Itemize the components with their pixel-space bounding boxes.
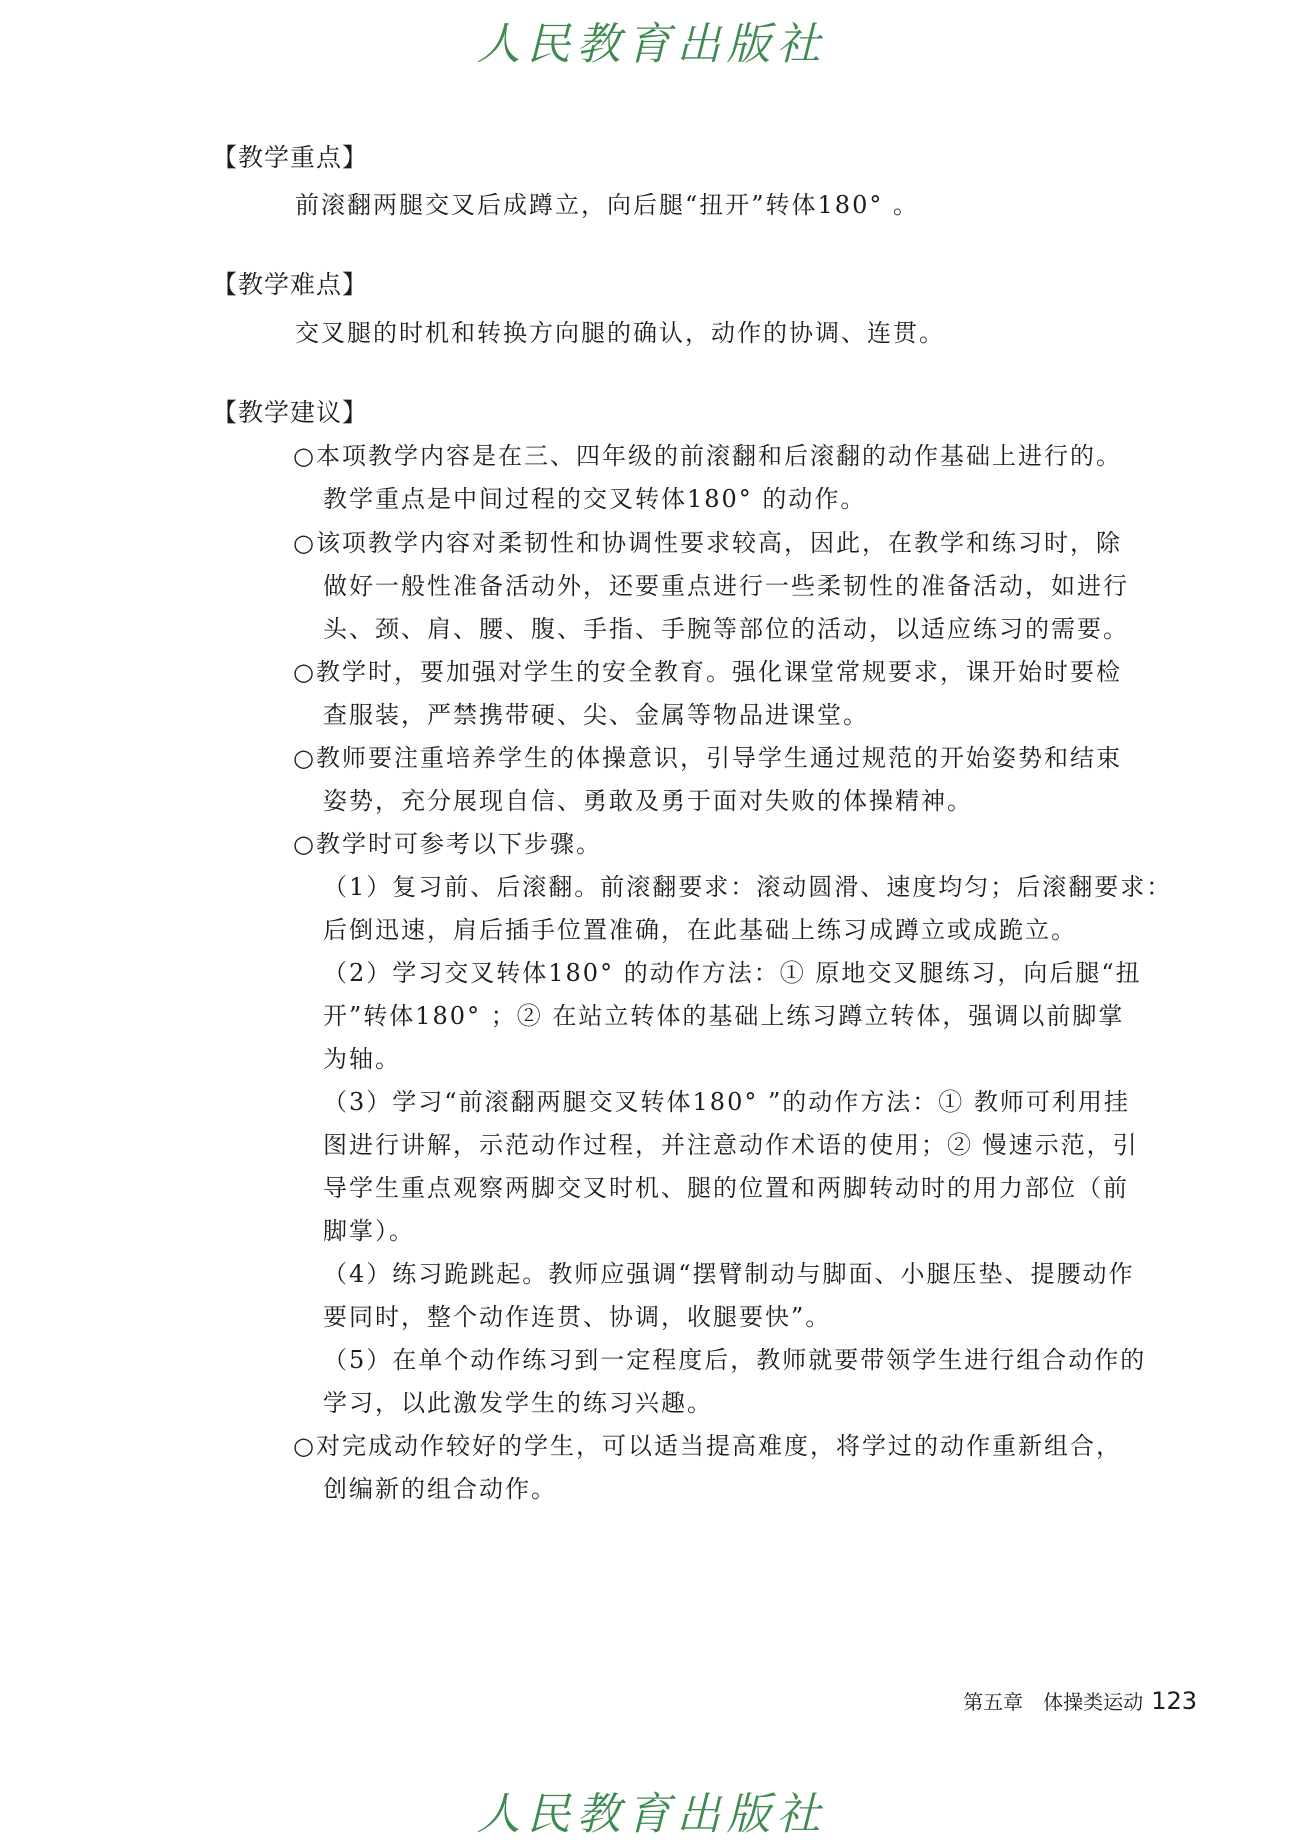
- item-line: 教学重点是中间过程的交叉转体180° 的动作。: [323, 485, 867, 513]
- item-line: ○教学时，要加强对学生的安全教育。强化课堂常规要求，课开始时要检: [293, 658, 1122, 686]
- step-item: [323, 1081, 1197, 1253]
- step-line: （5）在单个动作练习到一定程度后，教师就要带领学生进行组合动作的: [323, 1346, 1147, 1374]
- suggestion-item: [293, 435, 1197, 521]
- difficulties-heading: 【教学难点】: [212, 270, 369, 299]
- item-line: ○本项教学内容是在三、四年级的前滚翻和后滚翻的动作基础上进行的。: [293, 442, 1122, 470]
- suggestion-item: [293, 823, 1197, 866]
- item-line: ○对完成动作较好的学生，可以适当提高难度，将学过的动作重新组合，: [293, 1432, 1122, 1460]
- chapter-title: 第五章 体操类运动: [963, 1690, 1144, 1714]
- step-line: 导学生重点观察两脚交叉时机、腿的位置和两脚转动时的用力部位（前: [323, 1174, 1129, 1202]
- publisher-logo-header: 人民教育出版社: [476, 19, 827, 70]
- step-line: 脚掌）。: [323, 1217, 415, 1245]
- page-footer: [963, 1686, 1197, 1715]
- step-line: 为轴。: [323, 1045, 401, 1073]
- step-line: （1）复习前、后滚翻。前滚翻要求：滚动圆滑、速度均匀；后滚翻要求：: [323, 873, 1173, 901]
- step-line: 学习，以此激发学生的练习兴趣。: [323, 1389, 713, 1417]
- step-line: 后倒迅速，肩后插手位置准确，在此基础上练习成蹲立或成跪立。: [323, 916, 1077, 944]
- suggestions-heading: 【教学建议】: [212, 398, 369, 427]
- page-number: 123: [1151, 1687, 1197, 1715]
- step-line: 要同时，整个动作连贯、协调，收腿要快”。: [323, 1303, 832, 1331]
- item-line: ○教师要注重培养学生的体操意识，引导学生通过规范的开始姿势和结束: [293, 744, 1122, 772]
- suggestion-item: [293, 651, 1197, 737]
- key-points-heading: 【教学重点】: [212, 143, 369, 172]
- item-line: 头、颈、肩、腰、腹、手指、手腕等部位的活动，以适应练习的需要。: [323, 615, 1129, 643]
- suggestion-item: [293, 522, 1197, 651]
- step-line: （2）学习交叉转体180° 的动作方法：① 原地交叉腿练习，向后腿“扭: [323, 959, 1142, 987]
- step-line: 图进行讲解，示范动作过程，并注意动作术语的使用；② 慢速示范，引: [323, 1131, 1139, 1159]
- item-line: 做好一般性准备活动外，还要重点进行一些柔韧性的准备活动，如进行: [323, 572, 1129, 600]
- step-line: （3）学习“前滚翻两腿交叉转体180° ”的动作方法：① 教师可利用挂: [323, 1088, 1130, 1116]
- suggestion-item: [293, 1425, 1197, 1511]
- step-line: 开”转体180° ；② 在站立转体的基础上练习蹲立转体，强调以前脚掌: [323, 1002, 1125, 1030]
- step-item: [323, 952, 1197, 1081]
- key-points-text: 前滚翻两腿交叉后成蹲立，向后腿“扭开”转体180° 。: [295, 191, 919, 219]
- publisher-logo-footer: 人民教育出版社: [476, 1789, 827, 1840]
- step-item: [323, 1339, 1197, 1425]
- item-line: 创编新的组合动作。: [323, 1475, 557, 1503]
- step-item: [323, 1253, 1197, 1339]
- suggestion-item: [293, 737, 1197, 823]
- step-item: [323, 866, 1197, 952]
- difficulties-text: 交叉腿的时机和转换方向腿的确认，动作的协调、连贯。: [295, 319, 945, 347]
- item-line: ○教学时可参考以下步骤。: [293, 830, 602, 858]
- step-line: （4）练习跪跳起。教师应强调“摆臂制动与脚面、小腿压垫、提腰动作: [323, 1260, 1135, 1288]
- item-line: 查服装，严禁携带硬、尖、金属等物品进课堂。: [323, 701, 869, 729]
- item-line: ○该项教学内容对柔韧性和协调性要求较高，因此，在教学和练习时，除: [293, 529, 1122, 557]
- item-line: 姿势，充分展现自信、勇敢及勇于面对失败的体操精神。: [323, 787, 973, 815]
